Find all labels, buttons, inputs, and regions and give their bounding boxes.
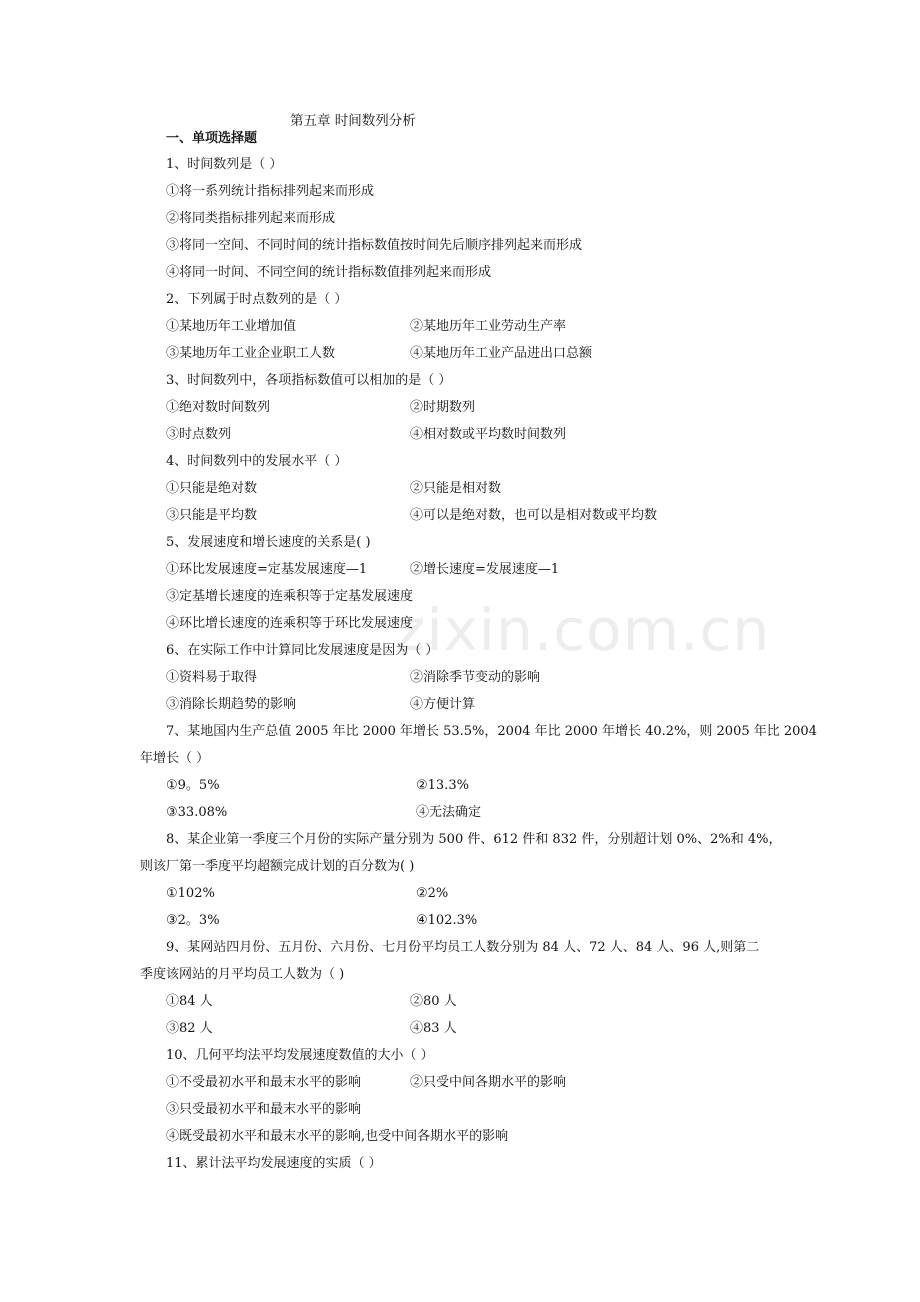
q5-option-1: ①环比发展速度=定基发展速度—1 — [166, 562, 368, 577]
q9-option-3: ③82 人 — [166, 1021, 213, 1036]
question-7: 7、某地国内生产总值 2005 年比 2000 年增长 53.5%，2004 年比 2000 年增长 40.2%，则 2005 年比 2004 — [166, 724, 817, 739]
watermark: zixin.com.cn — [395, 596, 771, 664]
q9-option-2: ②80 人 — [410, 994, 457, 1009]
q6-option-4: ④方便计算 — [410, 697, 476, 712]
question-2: 2、下列属于时点数列的是（ ） — [166, 292, 348, 307]
q9-option-1: ①84 人 — [166, 994, 213, 1009]
question-8: 8、某企业第一季度三个月份的实际产量分别为 500 件、612 件和 832 件，分别超计划 0%、2%和 4%， — [166, 832, 782, 847]
q3-option-3: ③时点数列 — [166, 427, 232, 442]
question-4: 4、时间数列中的发展水平（ ） — [166, 454, 348, 469]
q4-option-4: ④可以是绝对数，也可以是相对数或平均数 — [410, 508, 658, 523]
q6-option-3: ③消除长期趋势的影响 — [166, 697, 297, 712]
question-5: 5、发展速度和增长速度的关系是( ) — [166, 535, 371, 550]
q3-option-2: ②时期数列 — [410, 400, 476, 415]
question-6: 6、在实际工作中计算同比发展速度是因为（ ） — [166, 643, 439, 658]
q3-option-1: ①绝对数时间数列 — [166, 400, 271, 415]
q2-option-4: ④某地历年工业产品进出口总额 — [410, 346, 593, 361]
q8-option-4: ④102.3% — [416, 913, 478, 928]
q4-option-3: ③只能是平均数 — [166, 508, 258, 523]
q10-option-3: ③只受最初水平和最末水平的影响 — [166, 1102, 362, 1117]
q4-option-2: ②只能是相对数 — [410, 481, 502, 496]
q8-option-2: ②2% — [416, 886, 449, 901]
q2-option-2: ②某地历年工业劳动生产率 — [410, 319, 567, 334]
q7-option-2: ②13.3% — [416, 778, 469, 793]
question-11: 11、累计法平均发展速度的实质（ ） — [166, 1156, 382, 1171]
question-8-continued: 则该厂第一季度平均超额完成计划的百分数为( ) — [140, 859, 415, 874]
q8-option-3: ③2。3% — [166, 913, 220, 928]
q2-option-1: ①某地历年工业增加值 — [166, 319, 297, 334]
section-heading: 一、单项选择题 — [166, 131, 258, 146]
q10-option-4: ④既受最初水平和最末水平的影响,也受中间各期水平的影响 — [166, 1129, 509, 1144]
question-1: 1、时间数列是（ ） — [166, 157, 283, 172]
q7-option-4: ④无法确定 — [416, 805, 482, 820]
q3-option-4: ④相对数或平均数时间数列 — [410, 427, 567, 442]
question-7-continued: 年增长（ ） — [140, 751, 210, 766]
q5-option-4: ④环比增长速度的连乘积等于环比发展速度 — [166, 616, 414, 631]
chapter-title: 第五章 时间数列分析 — [290, 113, 416, 129]
q2-option-3: ③某地历年工业企业职工人数 — [166, 346, 336, 361]
q7-option-1: ①9。5% — [166, 778, 220, 793]
q6-option-1: ①资料易于取得 — [166, 670, 258, 685]
q7-option-3: ③33.08% — [166, 805, 228, 820]
q6-option-2: ②消除季节变动的影响 — [410, 670, 541, 685]
question-9-continued: 季度该网站的月平均员工人数为（ ) — [140, 967, 345, 982]
q9-option-4: ④83 人 — [410, 1021, 457, 1036]
question-10: 10、几何平均法平均发展速度数值的大小（ ） — [166, 1048, 434, 1063]
q1-option-4: ④将同一时间、不同空间的统计指标数值排列起来而形成 — [166, 265, 492, 280]
q10-option-1: ①不受最初水平和最末水平的影响 — [166, 1075, 362, 1090]
q10-option-2: ②只受中间各期水平的影响 — [410, 1075, 567, 1090]
q1-option-1: ①将一系列统计指标排列起来而形成 — [166, 184, 375, 199]
q4-option-1: ①只能是绝对数 — [166, 481, 258, 496]
q5-option-3: ③定基增长速度的连乘积等于定基发展速度 — [166, 589, 414, 604]
q5-option-2: ②增长速度=发展速度—1 — [410, 562, 560, 577]
q8-option-1: ①102% — [166, 886, 215, 901]
q1-option-3: ③将同一空间、不同时间的统计指标数值按时间先后顺序排列起来而形成 — [166, 238, 583, 253]
question-9: 9、某网站四月份、五月份、六月份、七月份平均员工人数分别为 84 人、72 人、84 人、96 人,则第二 — [166, 940, 760, 955]
question-3: 3、时间数列中，各项指标数值可以相加的是（ ） — [166, 373, 452, 388]
q1-option-2: ②将同类指标排列起来而形成 — [166, 211, 336, 226]
